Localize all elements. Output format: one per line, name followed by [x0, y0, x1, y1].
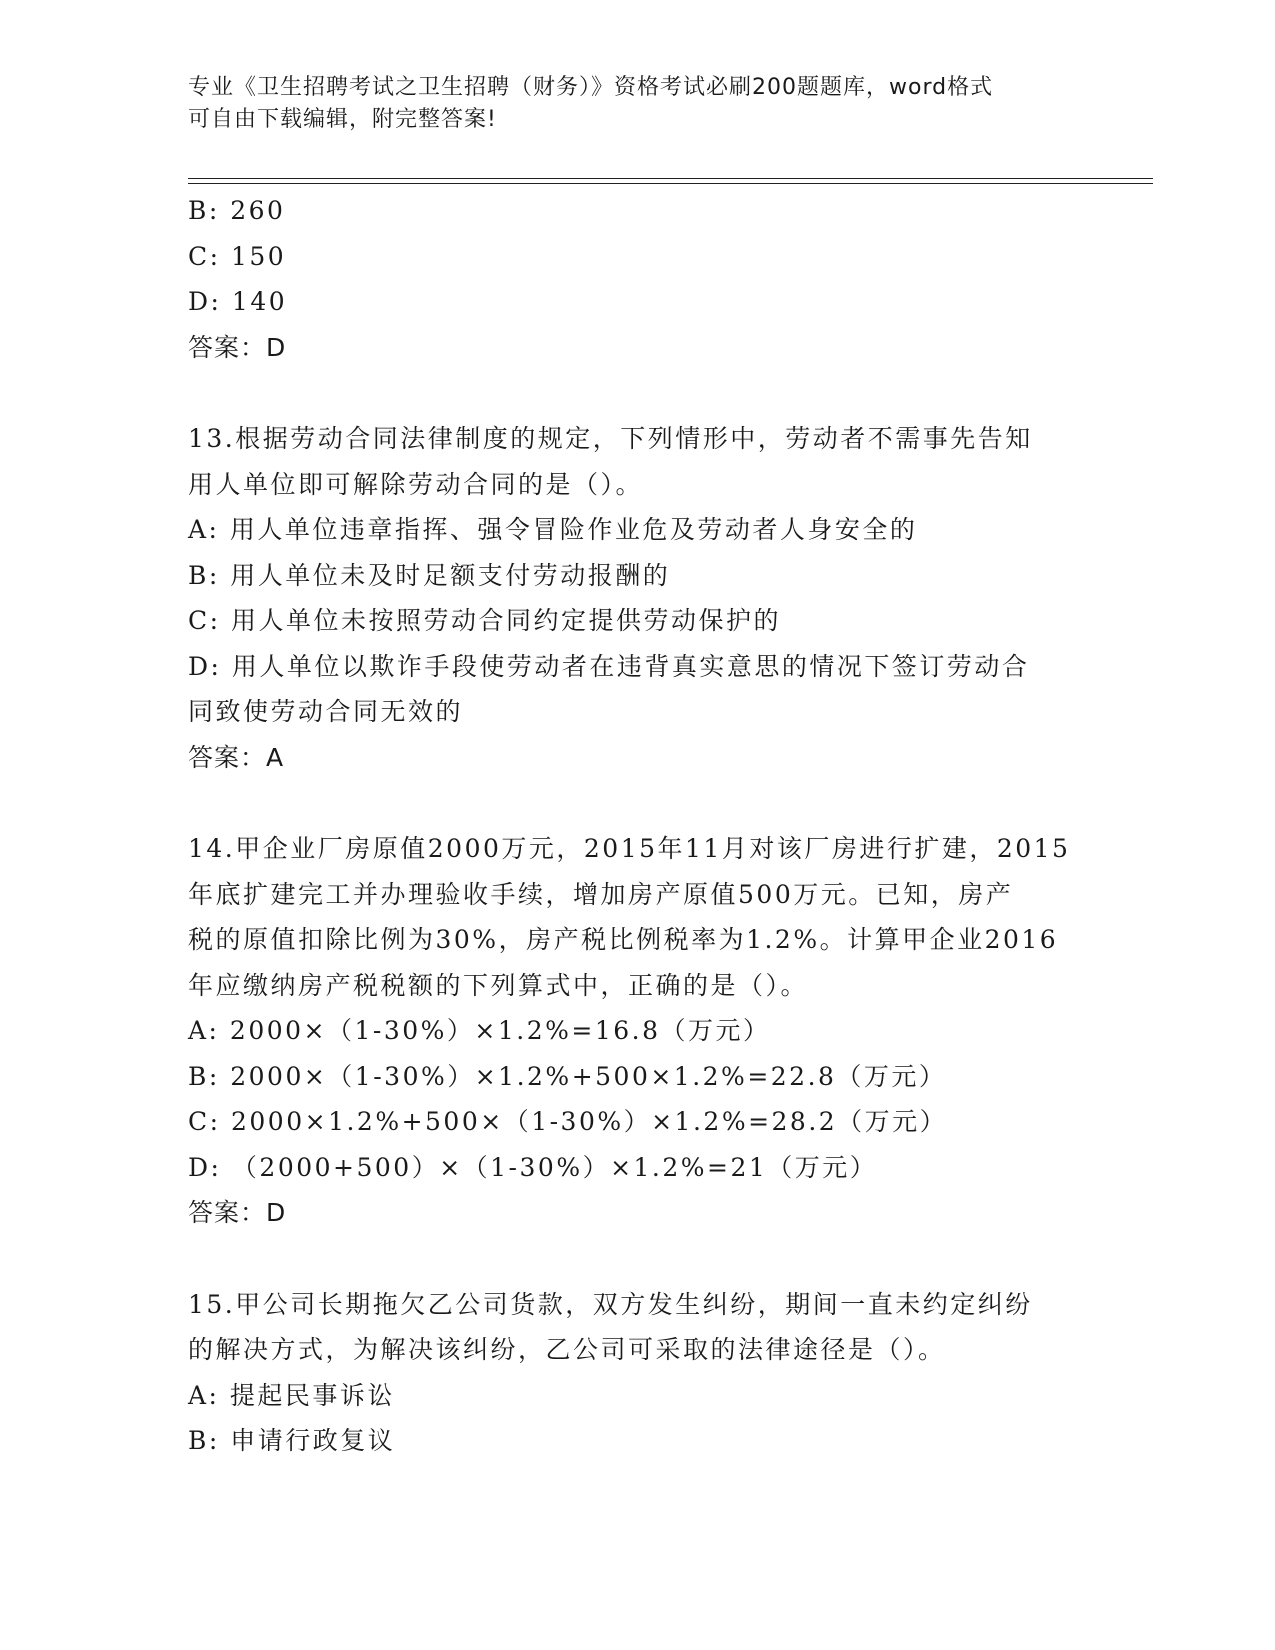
spacer: [188, 1236, 1088, 1282]
spacer: [188, 370, 1088, 416]
answer-label: 答案：A: [188, 742, 285, 772]
question-content: [188, 188, 1088, 1464]
option-c: C: 用人单位未按照劳动合同约定提供劳动保护的: [188, 606, 781, 635]
option-b: B: 2000×（1-30%）×1.2%+500×1.2%=22.8（万元）: [188, 1061, 947, 1091]
option-d: D: 140: [188, 287, 288, 316]
header-rule-top: [188, 178, 1153, 179]
question-13: [188, 416, 1088, 780]
option-d: D: （2000+500）×（1-30%）×1.2%=21（万元）: [188, 1152, 878, 1182]
answer-label: 答案：D: [188, 1198, 287, 1227]
option-a: A: 提起民事诉讼: [188, 1380, 395, 1410]
option-c: C: 2000×1.2%+500×（1-30%）×1.2%=28.2（万元）: [188, 1107, 948, 1136]
question-stem: 15.甲公司长期拖欠乙公司货款，双方发生纠纷，期间一直未约定纠纷: [188, 1289, 1033, 1319]
question-stem: 用人单位即可解除劳动合同的是（）。: [188, 469, 644, 499]
page-header: [188, 72, 1068, 136]
option-a: A: 用人单位违章指挥、强令冒险作业危及劳动者人身安全的: [188, 515, 918, 544]
question-stem: 年底扩建完工并办理验收手续，增加房产原值500万元。已知，房产: [188, 879, 1014, 909]
question-stem: 14.甲企业厂房原值2000万元，2015年11月对该厂房进行扩建，2015: [188, 834, 1071, 863]
question-15: [188, 1282, 1088, 1464]
spacer: [188, 780, 1088, 826]
option-a: A: 2000×（1-30%）×1.2%=16.8（万元）: [188, 1016, 771, 1045]
option-b: B: 260: [188, 196, 286, 225]
question-12: [188, 188, 1088, 370]
option-c: C: 150: [188, 241, 287, 271]
answer-label: 答案：D: [188, 332, 287, 362]
header-line-2: 可自由下载编辑，附完整答案!: [188, 107, 497, 132]
question-14: [188, 826, 1088, 1236]
question-stem: 13.根据劳动合同法律制度的规定，下列情形中，劳动者不需事先告知: [188, 424, 1033, 453]
header-rule-bottom: [188, 183, 1153, 184]
option-d-continued: 同致使劳动合同无效的: [188, 697, 464, 726]
question-stem: 年应缴纳房产税税额的下列算式中，正确的是（）。: [188, 970, 809, 1000]
question-stem: 税的原值扣除比例为30%，房产税比例税率为1.2%。计算甲企业2016: [188, 925, 1059, 954]
header-line-1: 专业《卫生招聘考试之卫生招聘（财务）》资格考试必刷200题题库，word格式: [188, 75, 994, 100]
option-b: B: 用人单位未及时足额支付劳动报酬的: [188, 560, 671, 590]
option-d: D: 用人单位以欺诈手段使劳动者在违背真实意思的情况下签订劳动合: [188, 651, 1030, 681]
option-b: B: 申请行政复议: [188, 1426, 396, 1455]
question-stem: 的解决方式，为解决该纠纷，乙公司可采取的法律途径是（）。: [188, 1335, 946, 1364]
